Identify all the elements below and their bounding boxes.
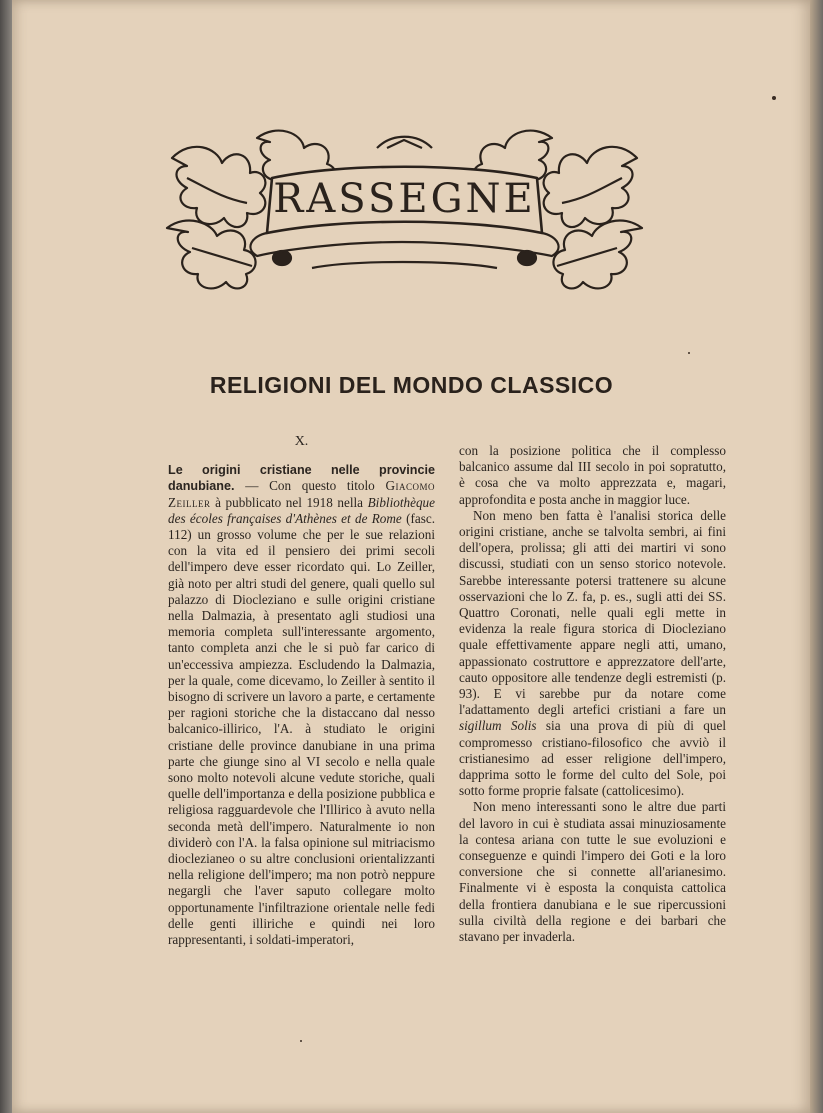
banner-word: RASSEGNE: [273, 176, 536, 222]
series-title: Bibliothèque des écoles françaises d'Athènes et de Rome: [168, 494, 435, 526]
text-run: (fasc. 112) un grosso volume che per le sue relazioni con la vita ed il pensiero dei primi secoli dell'impero deve esser ricordato qui. Lo Zeiller, già noto per altri studi del genere, quali quello sul palazzo di Diocleziano e sulle origini cristiane nella Dalmazia, à presentato agli studiosi una memoria completa sull'interessante argomento, tanto completa anzi che le si può far carico di un'eccessiva ampiezza. Escludendo la Dalmazia, per la quale, come dicevamo, lo Zeiller à sentito il bisogno di scrivere un lavoro a parte, e certamente per ragioni storiche che la distaccano dal nesso balcanico-illirico, l'A. à studiato le origini cristiane delle province danubiane in una prima parte che giunge sino al VI secolo e nella quale sono molto notevoli alcune vedute storiche, quali quelle dell'importanza e della posizione pubblica e religiosa ragguardevole che l'Illirico à avuto nella seconda metà dell'impero. Naturalmente io non dividerò con l'A. la falsa opinione sul mitriacismo dioclezianeo o su altre conclusioni orientalizzanti nella religione dell'impero; ma non potrò neppure negargli che l'aver saputo collegare molto opportunamente l'infiltrazione orientale nelle fedi delle genti illiriche e quindi nei loro rappresentanti, i soldati-imperatori,: [168, 510, 435, 948]
book-spine: [0, 0, 12, 1113]
page-title: RELIGIONI DEL MONDO CLASSICO: [209, 372, 614, 398]
paragraph: Non meno interessanti sono le altre due parti del lavoro in cui è studiata assai minuziosamente la contesa ariana con tutte le sue evoluzioni e conseguenze e quindi l'impero dei Goti e la loro conversione che si connette all'arianesimo. Finalmente vi è esposta la conquista cattolica della frontiera danubiana e le sue ripercussioni sulla civiltà della regione e dei barbari che stavano per invaderla.: [459, 799, 726, 945]
paragraph: [459, 508, 726, 800]
paragraph: [168, 462, 435, 948]
section-number: X.: [294, 434, 309, 449]
italic-term: sigillum Solis: [459, 718, 537, 734]
right-column: [459, 443, 726, 945]
paragraph: con la posizione politica che il complesso balcanico assume dal III secolo in poi sopratutto, è cosa che va molto apprezzata e, magari, approfondita e posta anche in maggior luce.: [459, 443, 726, 507]
text-run: sia una prova di più di quel compromesso cristiano-filosofico che avviò il cristianesimo ad esser religione dell'impero, dapprima sotto le forme del culto del Sole, poi sotto forme proprie falsate (cattolicesimo).: [459, 718, 726, 799]
text-run: à pubblicato nel 1918 nella: [210, 494, 368, 510]
left-column: [168, 434, 435, 948]
lead-title: Le origini cristiane nelle provincie danubiane.: [168, 463, 435, 494]
text-run: Non meno ben fatta è l'analisi storica delle origini cristiane, anche se talvolta sembri, ai fini dell'opera, prolissa; gli atti dei martiri vi sono discussi, studiati con un senso storico notevole. Sarebbe interessante potersi trattenere su alcune osservazioni che lo Z. fa, p. es., sugli atti dei SS. Quattro Coronati, nelle quali egli mette in evidenza la reale figura storica di Diocleziano quale effettivamente appare negli atti, umano, appassionato costruttore e apprezzatore dell'arte, cauto oppositore alle tendenze degli estremisti (p. 93). E vi sarebbe pur da notare come l'adattamento degli artefici cristiani a fare un: [459, 507, 726, 718]
text-run: — Con questo titolo: [234, 478, 386, 494]
author-name: Giacomo Zeiller: [168, 478, 435, 510]
page-edge: [810, 0, 823, 1113]
rassegne-banner: [162, 118, 647, 298]
